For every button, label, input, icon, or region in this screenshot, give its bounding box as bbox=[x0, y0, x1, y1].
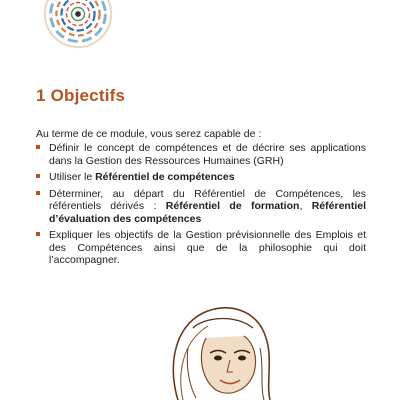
objective-text: Expliquer les objectifs de la Gestion prévisionnelle des Emplois et des Compétences ainsi que de la philosophie qui doit l’accompagner. bbox=[49, 229, 366, 266]
list-item bbox=[36, 142, 366, 167]
bullet-icon bbox=[36, 191, 40, 195]
bullet-icon bbox=[36, 145, 40, 149]
objective-text: Définir le concept de compétences et de décrire ses applications dans la Gestion des Ressources Humaines (GRH) bbox=[49, 142, 366, 167]
objective-separator: , bbox=[299, 200, 312, 212]
list-item bbox=[36, 229, 366, 267]
section-title-text: Objectifs bbox=[50, 86, 126, 105]
objective-bold: Référentiel de formation bbox=[165, 200, 300, 212]
objectives-list bbox=[36, 142, 366, 271]
list-item bbox=[36, 171, 366, 184]
objective-bold: Référentiel d’évaluation des compétences bbox=[49, 200, 366, 225]
list-item bbox=[36, 188, 366, 226]
bullet-icon bbox=[36, 232, 40, 236]
section-title bbox=[36, 86, 125, 106]
objective-prefix: Déterminer, au départ du Référentiel de Compétences, les référentiels dérivés : bbox=[49, 187, 366, 212]
section-number: 1 bbox=[36, 86, 46, 105]
portrait-illustration bbox=[148, 298, 288, 400]
circular-logo bbox=[42, 0, 114, 50]
objective-bold: Référentiel de compétences bbox=[95, 171, 235, 183]
objective-prefix: Utiliser le bbox=[49, 171, 96, 183]
bullet-icon bbox=[36, 174, 40, 178]
intro-text: Au terme de ce module, vous serez capable de : bbox=[36, 128, 262, 140]
